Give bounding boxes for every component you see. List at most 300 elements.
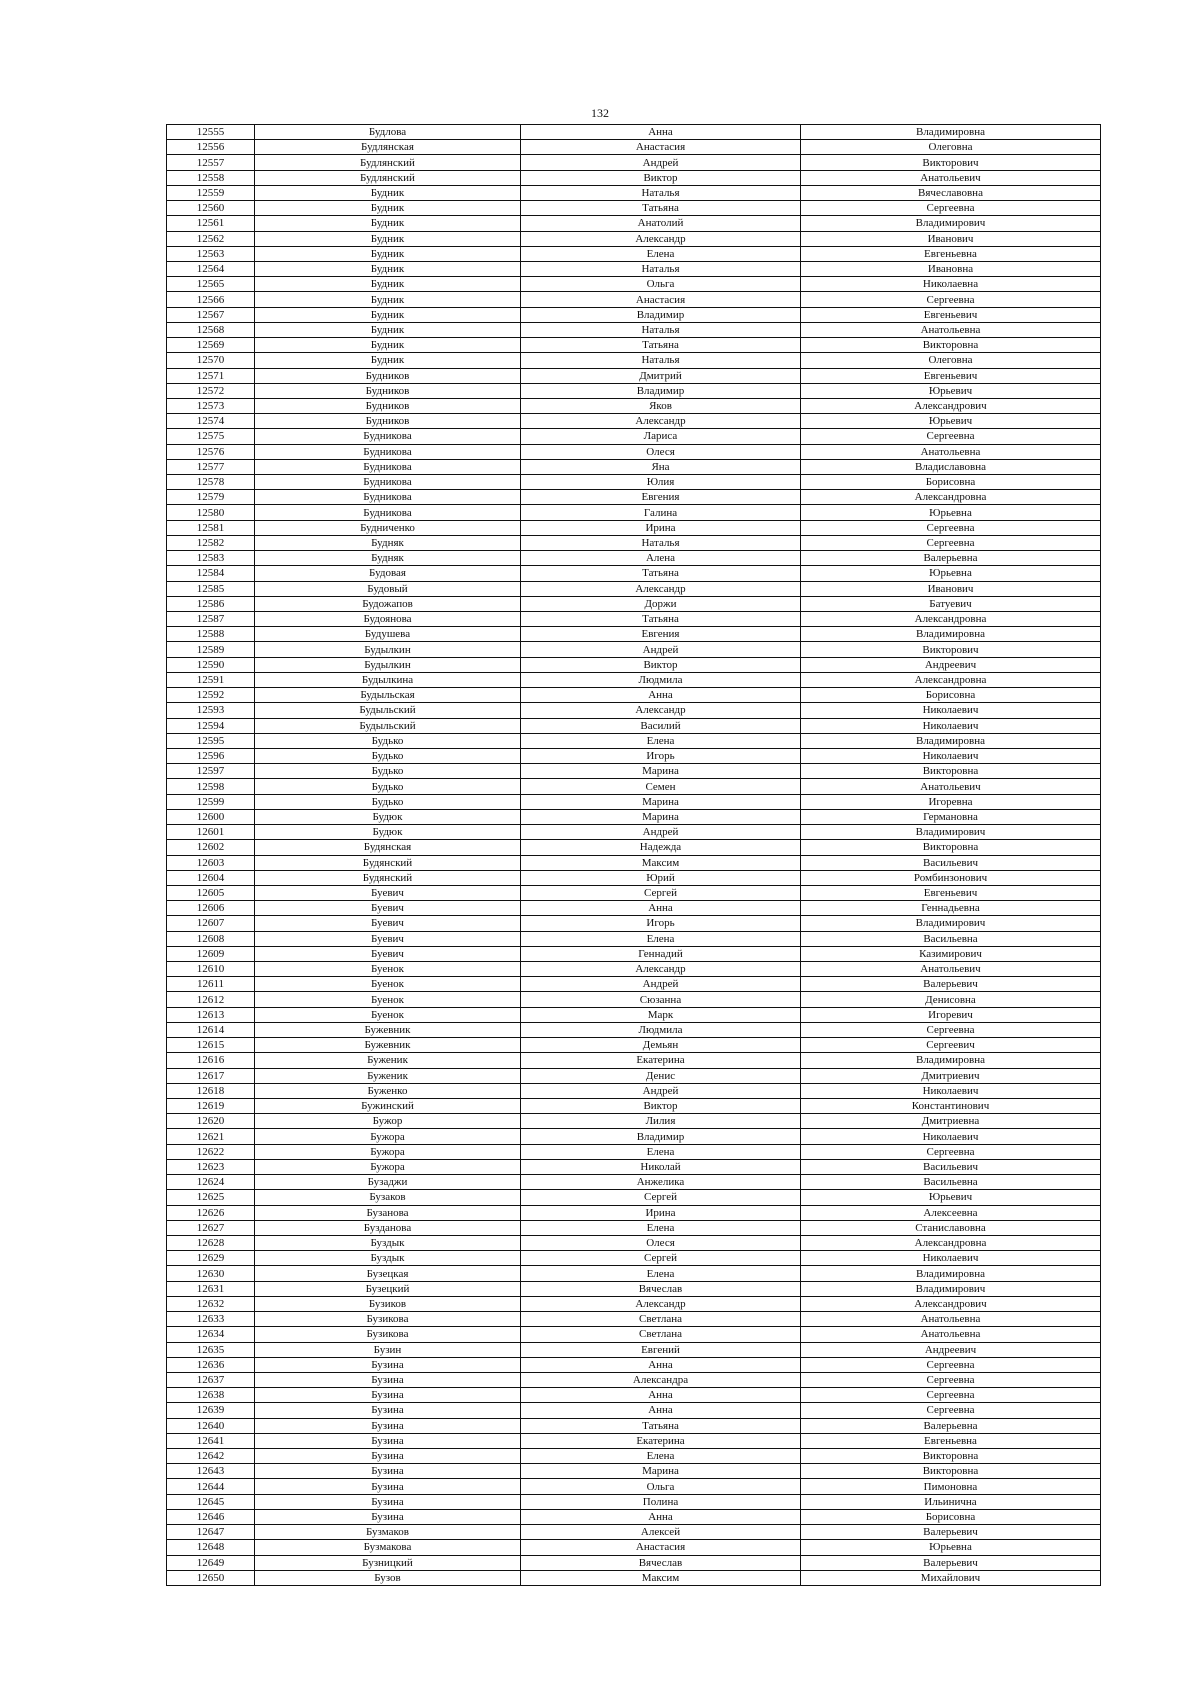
row-number-cell: 12614 (167, 1022, 255, 1037)
patronymic-cell: Станиславовна (801, 1220, 1101, 1235)
first-name-cell: Татьяна (521, 566, 801, 581)
last-name-cell: Бузина (255, 1418, 521, 1433)
row-number-cell: 12631 (167, 1281, 255, 1296)
table-row (167, 551, 1101, 566)
first-name-cell: Елена (521, 246, 801, 261)
last-name-cell: Бузмаков (255, 1525, 521, 1540)
patronymic-cell: Васильевич (801, 855, 1101, 870)
row-number-cell: 12637 (167, 1372, 255, 1387)
row-number-cell: 12639 (167, 1403, 255, 1418)
table-row (167, 1388, 1101, 1403)
patronymic-cell: Геннадьевна (801, 901, 1101, 916)
table-row (167, 1099, 1101, 1114)
patronymic-cell: Викторовна (801, 338, 1101, 353)
last-name-cell: Будоянова (255, 612, 521, 627)
last-name-cell: Буевич (255, 946, 521, 961)
patronymic-cell: Валерьевна (801, 1418, 1101, 1433)
patronymic-cell: Сергеевна (801, 292, 1101, 307)
first-name-cell: Марк (521, 1007, 801, 1022)
first-name-cell: Татьяна (521, 338, 801, 353)
table-row (167, 246, 1101, 261)
last-name-cell: Будник (255, 201, 521, 216)
table-row (167, 733, 1101, 748)
patronymic-cell: Сергеевна (801, 1144, 1101, 1159)
patronymic-cell: Валерьевич (801, 1555, 1101, 1570)
patronymic-cell: Сергеевна (801, 520, 1101, 535)
row-number-cell: 12621 (167, 1129, 255, 1144)
last-name-cell: Буженик (255, 1053, 521, 1068)
last-name-cell: Будник (255, 338, 521, 353)
table-row (167, 688, 1101, 703)
row-number-cell: 12599 (167, 794, 255, 809)
first-name-cell: Семен (521, 779, 801, 794)
patronymic-cell: Сергеевич (801, 1038, 1101, 1053)
first-name-cell: Анжелика (521, 1175, 801, 1190)
patronymic-cell: Александровна (801, 1235, 1101, 1250)
table-row (167, 672, 1101, 687)
last-name-cell: Бужинский (255, 1099, 521, 1114)
last-name-cell: Буевич (255, 885, 521, 900)
last-name-cell: Бузина (255, 1464, 521, 1479)
row-number-cell: 12615 (167, 1038, 255, 1053)
last-name-cell: Будыльский (255, 703, 521, 718)
first-name-cell: Татьяна (521, 1418, 801, 1433)
patronymic-cell: Викторович (801, 155, 1101, 170)
row-number-cell: 12624 (167, 1175, 255, 1190)
last-name-cell: Будько (255, 764, 521, 779)
table-row (167, 185, 1101, 200)
last-name-cell: Будько (255, 794, 521, 809)
table-row (167, 1083, 1101, 1098)
first-name-cell: Татьяна (521, 612, 801, 627)
patronymic-cell: Викторовна (801, 1449, 1101, 1464)
table-row (167, 398, 1101, 413)
last-name-cell: Будылкина (255, 672, 521, 687)
first-name-cell: Александр (521, 703, 801, 718)
patronymic-cell: Владимирович (801, 916, 1101, 931)
row-number-cell: 12581 (167, 520, 255, 535)
first-name-cell: Юрий (521, 870, 801, 885)
patronymic-cell: Васильевна (801, 931, 1101, 946)
table-row (167, 1129, 1101, 1144)
table-row (167, 140, 1101, 155)
last-name-cell: Бузмакова (255, 1540, 521, 1555)
first-name-cell: Игорь (521, 916, 801, 931)
last-name-cell: Будников (255, 383, 521, 398)
last-name-cell: Буженик (255, 1068, 521, 1083)
last-name-cell: Буенок (255, 992, 521, 1007)
last-name-cell: Будько (255, 733, 521, 748)
patronymic-cell: Викторович (801, 642, 1101, 657)
table-row (167, 718, 1101, 733)
table-row (167, 809, 1101, 824)
row-number-cell: 12578 (167, 475, 255, 490)
first-name-cell: Игорь (521, 748, 801, 763)
last-name-cell: Бузницкий (255, 1555, 521, 1570)
table-row (167, 794, 1101, 809)
last-name-cell: Будникова (255, 490, 521, 505)
last-name-cell: Буздык (255, 1251, 521, 1266)
first-name-cell: Наталья (521, 322, 801, 337)
patronymic-cell: Дмитриевич (801, 1068, 1101, 1083)
table-row (167, 429, 1101, 444)
row-number-cell: 12644 (167, 1479, 255, 1494)
row-number-cell: 12601 (167, 825, 255, 840)
last-name-cell: Бузаков (255, 1190, 521, 1205)
row-number-cell: 12605 (167, 885, 255, 900)
row-number-cell: 12591 (167, 672, 255, 687)
row-number-cell: 12560 (167, 201, 255, 216)
patronymic-cell: Ромбинзонович (801, 870, 1101, 885)
first-name-cell: Людмила (521, 672, 801, 687)
row-number-cell: 12587 (167, 612, 255, 627)
first-name-cell: Надежда (521, 840, 801, 855)
last-name-cell: Бузина (255, 1479, 521, 1494)
last-name-cell: Буевич (255, 931, 521, 946)
table-row (167, 322, 1101, 337)
patronymic-cell: Сергеевна (801, 1372, 1101, 1387)
table-row (167, 642, 1101, 657)
table-row (167, 368, 1101, 383)
table-row (167, 125, 1101, 140)
table-row (167, 779, 1101, 794)
row-number-cell: 12617 (167, 1068, 255, 1083)
last-name-cell: Бузецкая (255, 1266, 521, 1281)
page-number: 132 (591, 106, 609, 120)
first-name-cell: Марина (521, 809, 801, 824)
patronymic-cell: Николаевич (801, 1251, 1101, 1266)
row-number-cell: 12570 (167, 353, 255, 368)
table-row (167, 505, 1101, 520)
patronymic-cell: Васильевна (801, 1175, 1101, 1190)
table-row (167, 231, 1101, 246)
first-name-cell: Лилия (521, 1114, 801, 1129)
last-name-cell: Будняк (255, 535, 521, 550)
row-number-cell: 12595 (167, 733, 255, 748)
first-name-cell: Сергей (521, 1190, 801, 1205)
patronymic-cell: Валерьевич (801, 1525, 1101, 1540)
last-name-cell: Будлянский (255, 170, 521, 185)
first-name-cell: Максим (521, 855, 801, 870)
patronymic-cell: Юрьевич (801, 414, 1101, 429)
table-row (167, 1509, 1101, 1524)
first-name-cell: Наталья (521, 535, 801, 550)
patronymic-cell: Олеговна (801, 353, 1101, 368)
table-row (167, 1281, 1101, 1296)
first-name-cell: Александра (521, 1372, 801, 1387)
last-name-cell: Бузикова (255, 1327, 521, 1342)
last-name-cell: Будник (255, 216, 521, 231)
row-number-cell: 12580 (167, 505, 255, 520)
row-number-cell: 12647 (167, 1525, 255, 1540)
table-row (167, 1220, 1101, 1235)
row-number-cell: 12638 (167, 1388, 255, 1403)
last-name-cell: Буенок (255, 977, 521, 992)
row-number-cell: 12604 (167, 870, 255, 885)
last-name-cell: Будник (255, 353, 521, 368)
first-name-cell: Елена (521, 1220, 801, 1235)
table-row (167, 703, 1101, 718)
row-number-cell: 12634 (167, 1327, 255, 1342)
first-name-cell: Полина (521, 1494, 801, 1509)
last-name-cell: Будько (255, 748, 521, 763)
last-name-cell: Будниченко (255, 520, 521, 535)
patronymic-cell: Владимирович (801, 1281, 1101, 1296)
table-row (167, 1175, 1101, 1190)
table-row (167, 1464, 1101, 1479)
table-row (167, 1449, 1101, 1464)
first-name-cell: Ольга (521, 1479, 801, 1494)
row-number-cell: 12565 (167, 277, 255, 292)
patronymic-cell: Олеговна (801, 140, 1101, 155)
first-name-cell: Наталья (521, 261, 801, 276)
patronymic-cell: Евгеньевна (801, 246, 1101, 261)
row-number-cell: 12582 (167, 535, 255, 550)
table-row (167, 520, 1101, 535)
row-number-cell: 12585 (167, 581, 255, 596)
first-name-cell: Владимир (521, 383, 801, 398)
patronymic-cell: Юрьевич (801, 1190, 1101, 1205)
first-name-cell: Андрей (521, 825, 801, 840)
last-name-cell: Бузина (255, 1449, 521, 1464)
first-name-cell: Доржи (521, 596, 801, 611)
row-number-cell: 12571 (167, 368, 255, 383)
row-number-cell: 12576 (167, 444, 255, 459)
last-name-cell: Будник (255, 277, 521, 292)
first-name-cell: Анастасия (521, 292, 801, 307)
last-name-cell: Бузина (255, 1372, 521, 1387)
table-row (167, 1418, 1101, 1433)
first-name-cell: Сергей (521, 1251, 801, 1266)
row-number-cell: 12609 (167, 946, 255, 961)
table-row (167, 1053, 1101, 1068)
first-name-cell: Светлана (521, 1312, 801, 1327)
first-name-cell: Александр (521, 1296, 801, 1311)
table-row (167, 1266, 1101, 1281)
table-row (167, 353, 1101, 368)
first-name-cell: Сергей (521, 885, 801, 900)
table-row (167, 307, 1101, 322)
row-number-cell: 12610 (167, 962, 255, 977)
last-name-cell: Буевич (255, 916, 521, 931)
row-number-cell: 12572 (167, 383, 255, 398)
first-name-cell: Екатерина (521, 1053, 801, 1068)
row-number-cell: 12592 (167, 688, 255, 703)
row-number-cell: 12626 (167, 1205, 255, 1220)
patronymic-cell: Анатольевна (801, 322, 1101, 337)
first-name-cell: Анна (521, 1388, 801, 1403)
patronymic-cell: Владимировна (801, 1053, 1101, 1068)
last-name-cell: Буенок (255, 962, 521, 977)
row-number-cell: 12603 (167, 855, 255, 870)
patronymic-cell: Игоревич (801, 1007, 1101, 1022)
table-row (167, 764, 1101, 779)
row-number-cell: 12623 (167, 1159, 255, 1174)
last-name-cell: Будник (255, 292, 521, 307)
row-number-cell: 12564 (167, 261, 255, 276)
first-name-cell: Алена (521, 551, 801, 566)
table-row (167, 855, 1101, 870)
row-number-cell: 12633 (167, 1312, 255, 1327)
first-name-cell: Ольга (521, 277, 801, 292)
first-name-cell: Владимир (521, 1129, 801, 1144)
patronymic-cell: Анатольевна (801, 1312, 1101, 1327)
first-name-cell: Денис (521, 1068, 801, 1083)
patronymic-cell: Игоревна (801, 794, 1101, 809)
last-name-cell: Буздык (255, 1235, 521, 1250)
row-number-cell: 12557 (167, 155, 255, 170)
last-name-cell: Будник (255, 322, 521, 337)
row-number-cell: 12598 (167, 779, 255, 794)
row-number-cell: 12561 (167, 216, 255, 231)
row-number-cell: 12597 (167, 764, 255, 779)
last-name-cell: Бужевник (255, 1022, 521, 1037)
row-number-cell: 12596 (167, 748, 255, 763)
last-name-cell: Будник (255, 185, 521, 200)
first-name-cell: Татьяна (521, 201, 801, 216)
last-name-cell: Будникова (255, 505, 521, 520)
row-number-cell: 12606 (167, 901, 255, 916)
row-number-cell: 12556 (167, 140, 255, 155)
patronymic-cell: Сергеевна (801, 535, 1101, 550)
row-number-cell: 12642 (167, 1449, 255, 1464)
last-name-cell: Будылкин (255, 642, 521, 657)
row-number-cell: 12630 (167, 1266, 255, 1281)
patronymic-cell: Денисовна (801, 992, 1101, 1007)
row-number-cell: 12611 (167, 977, 255, 992)
first-name-cell: Сюзанна (521, 992, 801, 1007)
row-number-cell: 12583 (167, 551, 255, 566)
row-number-cell: 12602 (167, 840, 255, 855)
first-name-cell: Александр (521, 231, 801, 246)
last-name-cell: Будникова (255, 459, 521, 474)
table-row (167, 475, 1101, 490)
first-name-cell: Виктор (521, 1099, 801, 1114)
first-name-cell: Андрей (521, 642, 801, 657)
last-name-cell: Бузанова (255, 1205, 521, 1220)
last-name-cell: Бузецкий (255, 1281, 521, 1296)
row-number-cell: 12608 (167, 931, 255, 946)
first-name-cell: Александр (521, 581, 801, 596)
first-name-cell: Елена (521, 1449, 801, 1464)
row-number-cell: 12641 (167, 1433, 255, 1448)
row-number-cell: 12567 (167, 307, 255, 322)
first-name-cell: Анастасия (521, 1540, 801, 1555)
last-name-cell: Будюк (255, 825, 521, 840)
first-name-cell: Анастасия (521, 140, 801, 155)
last-name-cell: Бузов (255, 1570, 521, 1585)
row-number-cell: 12584 (167, 566, 255, 581)
first-name-cell: Яна (521, 459, 801, 474)
patronymic-cell: Александрович (801, 398, 1101, 413)
patronymic-cell: Владимировна (801, 125, 1101, 140)
row-number-cell: 12628 (167, 1235, 255, 1250)
first-name-cell: Анна (521, 125, 801, 140)
first-name-cell: Ирина (521, 520, 801, 535)
row-number-cell: 12649 (167, 1555, 255, 1570)
patronymic-cell: Сергеевна (801, 1022, 1101, 1037)
patronymic-cell: Николаевич (801, 718, 1101, 733)
patronymic-cell: Германовна (801, 809, 1101, 824)
last-name-cell: Бузикова (255, 1312, 521, 1327)
patronymic-cell: Евгеньевна (801, 1433, 1101, 1448)
table-row (167, 170, 1101, 185)
patronymic-cell: Александрович (801, 1296, 1101, 1311)
patronymic-cell: Викторовна (801, 764, 1101, 779)
table-row (167, 277, 1101, 292)
row-number-cell: 12619 (167, 1099, 255, 1114)
first-name-cell: Наталья (521, 185, 801, 200)
last-name-cell: Будовая (255, 566, 521, 581)
patronymic-cell: Владимирович (801, 825, 1101, 840)
row-number-cell: 12648 (167, 1540, 255, 1555)
table-row (167, 383, 1101, 398)
table-row (167, 566, 1101, 581)
table-row (167, 1038, 1101, 1053)
patronymic-cell: Васильевич (801, 1159, 1101, 1174)
patronymic-cell: Анатольевна (801, 444, 1101, 459)
table-row (167, 1403, 1101, 1418)
table-row (167, 1312, 1101, 1327)
first-name-cell: Анна (521, 1403, 801, 1418)
first-name-cell: Евгений (521, 1342, 801, 1357)
patronymic-cell: Николаевна (801, 277, 1101, 292)
row-number-cell: 12586 (167, 596, 255, 611)
last-name-cell: Буженко (255, 1083, 521, 1098)
table-row (167, 1296, 1101, 1311)
first-name-cell: Лариса (521, 429, 801, 444)
table-row (167, 1144, 1101, 1159)
first-name-cell: Анна (521, 901, 801, 916)
patronymic-cell: Владимирович (801, 216, 1101, 231)
table-row (167, 338, 1101, 353)
last-name-cell: Бузина (255, 1357, 521, 1372)
patronymic-cell: Николаевич (801, 703, 1101, 718)
row-number-cell: 12643 (167, 1464, 255, 1479)
patronymic-cell: Николаевич (801, 748, 1101, 763)
patronymic-cell: Александровна (801, 672, 1101, 687)
row-number-cell: 12566 (167, 292, 255, 307)
table-row (167, 535, 1101, 550)
table-row (167, 216, 1101, 231)
row-number-cell: 12563 (167, 246, 255, 261)
last-name-cell: Будлянская (255, 140, 521, 155)
patronymic-cell: Николаевич (801, 1083, 1101, 1098)
first-name-cell: Александр (521, 414, 801, 429)
first-name-cell: Евгения (521, 627, 801, 642)
patronymic-cell: Владимировна (801, 627, 1101, 642)
table-row (167, 977, 1101, 992)
patronymic-cell: Валерьевна (801, 551, 1101, 566)
row-number-cell: 12616 (167, 1053, 255, 1068)
patronymic-cell: Сергеевна (801, 429, 1101, 444)
last-name-cell: Бужора (255, 1129, 521, 1144)
first-name-cell: Олеся (521, 1235, 801, 1250)
row-number-cell: 12612 (167, 992, 255, 1007)
table-row (167, 261, 1101, 276)
last-name-cell: Бузина (255, 1433, 521, 1448)
row-number-cell: 12607 (167, 916, 255, 931)
last-name-cell: Бузина (255, 1403, 521, 1418)
table-row (167, 1205, 1101, 1220)
last-name-cell: Будянский (255, 855, 521, 870)
table-row (167, 1525, 1101, 1540)
table-row (167, 825, 1101, 840)
row-number-cell: 12627 (167, 1220, 255, 1235)
table-row (167, 901, 1101, 916)
row-number-cell: 12575 (167, 429, 255, 444)
first-name-cell: Анна (521, 688, 801, 703)
